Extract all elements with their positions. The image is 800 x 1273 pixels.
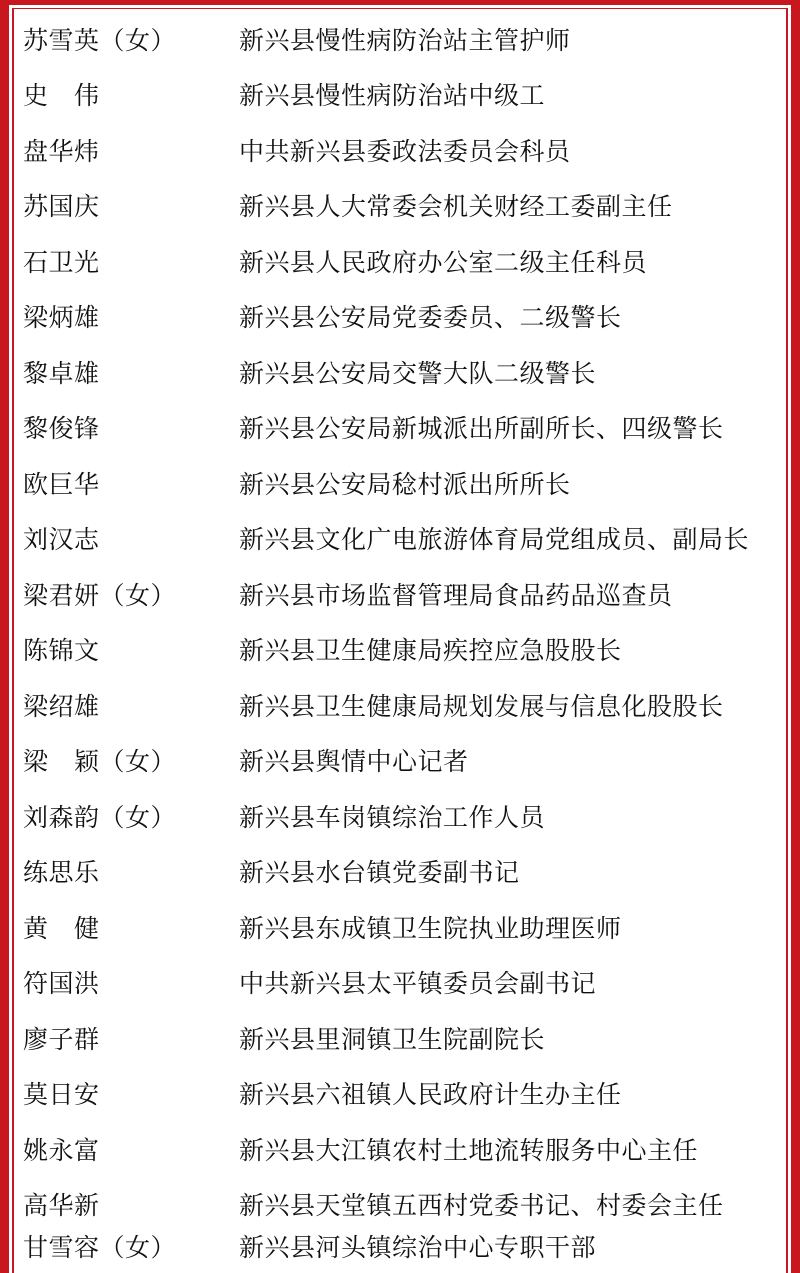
list-item xyxy=(9,233,791,289)
person-name: 梁君妍（女） xyxy=(23,580,177,610)
person-name: 莫日安 xyxy=(23,1080,100,1110)
list-item xyxy=(9,844,791,900)
list-item xyxy=(9,122,791,178)
person-title: 新兴县舆情中心记者 xyxy=(239,747,469,777)
person-name: 欧巨华 xyxy=(23,469,100,499)
person-name: 刘森韵（女） xyxy=(23,802,177,832)
personnel-list xyxy=(9,5,791,1273)
person-name: 练思乐 xyxy=(23,858,100,888)
list-item xyxy=(9,1010,791,1066)
list-item xyxy=(9,11,791,67)
person-title: 新兴县水台镇党委副书记 xyxy=(239,858,520,888)
list-item xyxy=(9,1066,791,1122)
list-item xyxy=(9,289,791,345)
person-name: 苏国庆 xyxy=(23,192,100,222)
person-title: 新兴县卫生健康局规划发展与信息化股股长 xyxy=(239,691,724,721)
person-name: 石卫光 xyxy=(23,247,100,277)
person-name: 廖子群 xyxy=(23,1024,100,1054)
person-title: 新兴县市场监督管理局食品药品巡查员 xyxy=(239,580,673,610)
person-name: 梁炳雄 xyxy=(23,303,100,333)
person-title: 新兴县慢性病防治站主管护师 xyxy=(239,25,571,55)
person-title: 新兴县公安局稔村派出所所长 xyxy=(239,469,571,499)
list-item xyxy=(9,622,791,678)
person-name: 盘华炜 xyxy=(23,136,100,166)
person-name: 梁绍雄 xyxy=(23,691,100,721)
person-title: 新兴县公安局交警大队二级警长 xyxy=(239,358,597,388)
list-item xyxy=(9,1121,791,1177)
person-title: 新兴县慢性病防治站中级工 xyxy=(239,81,546,111)
person-title: 新兴县人大常委会机关财经工委副主任 xyxy=(239,192,673,222)
list-item xyxy=(9,733,791,789)
list-item xyxy=(9,1232,791,1262)
list-item xyxy=(9,344,791,400)
list-item xyxy=(9,67,791,123)
person-name: 梁 颖（女） xyxy=(23,747,177,777)
list-item xyxy=(9,511,791,567)
person-name: 姚永富 xyxy=(23,1135,100,1165)
person-name: 苏雪英（女） xyxy=(23,25,177,55)
person-title: 新兴县公安局党委委员、二级警长 xyxy=(239,303,622,333)
person-title: 新兴县河头镇综治中心专职干部 xyxy=(239,1233,597,1262)
list-item xyxy=(9,899,791,955)
person-title: 新兴县里洞镇卫生院副院长 xyxy=(239,1024,546,1054)
person-name: 符国洪 xyxy=(23,969,100,999)
person-title: 新兴县文化广电旅游体育局党组成员、副局长 xyxy=(239,525,750,555)
person-title: 新兴县车岗镇综治工作人员 xyxy=(239,802,546,832)
list-item xyxy=(9,788,791,844)
person-name: 黄 健 xyxy=(23,913,100,943)
person-title: 新兴县公安局新城派出所副所长、四级警长 xyxy=(239,414,724,444)
list-item xyxy=(9,1177,791,1233)
person-name: 高华新 xyxy=(23,1191,100,1221)
person-name: 甘雪容（女） xyxy=(23,1233,177,1262)
person-title: 新兴县卫生健康局疾控应急股股长 xyxy=(239,636,622,666)
list-item xyxy=(9,455,791,511)
list-item xyxy=(9,566,791,622)
list-item xyxy=(9,677,791,733)
person-title: 新兴县人民政府办公室二级主任科员 xyxy=(239,247,648,277)
list-item xyxy=(9,400,791,456)
list-item xyxy=(9,955,791,1011)
person-name: 刘汉志 xyxy=(23,525,100,555)
person-name: 史 伟 xyxy=(23,81,100,111)
person-title: 中共新兴县委政法委员会科员 xyxy=(239,136,571,166)
person-title: 新兴县大江镇农村土地流转服务中心主任 xyxy=(239,1135,699,1165)
person-title: 新兴县六祖镇人民政府计生办主任 xyxy=(239,1080,622,1110)
person-title: 新兴县东成镇卫生院执业助理医师 xyxy=(239,913,622,943)
person-title: 中共新兴县太平镇委员会副书记 xyxy=(239,969,597,999)
list-item xyxy=(9,178,791,234)
person-name: 陈锦文 xyxy=(23,636,100,666)
person-name: 黎俊锋 xyxy=(23,414,100,444)
person-name: 黎卓雄 xyxy=(23,358,100,388)
person-title: 新兴县天堂镇五西村党委书记、村委会主任 xyxy=(239,1191,724,1221)
